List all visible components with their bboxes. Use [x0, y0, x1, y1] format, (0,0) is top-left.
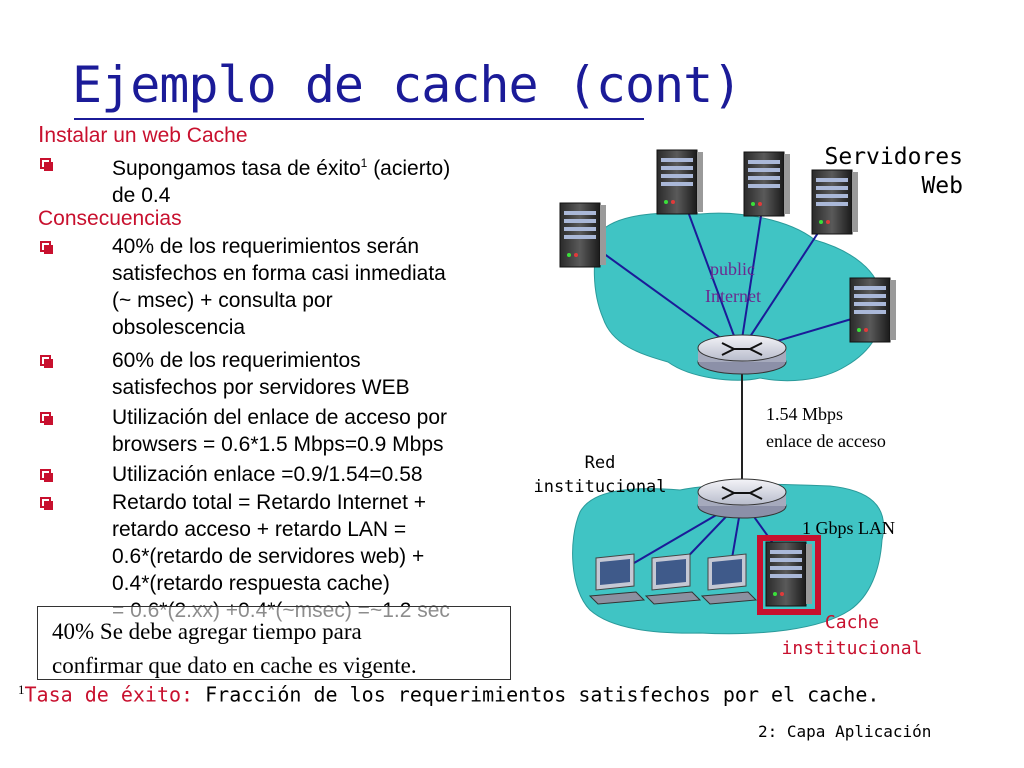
access-link-label-line2: enlace de acceso: [766, 431, 886, 451]
web-server-icon: [560, 203, 606, 267]
access-link-label-line1: 1.54 Mbps: [766, 404, 844, 424]
slide-title: Ejemplo de cache (cont): [72, 56, 742, 114]
web-server-icon: [657, 150, 703, 214]
servers-label-line2: Web: [921, 173, 963, 199]
cache-label-line2: institucional: [781, 638, 923, 659]
web-server-icon: [850, 278, 896, 342]
internet-label-line2: Internet: [705, 286, 761, 306]
institutional-label-line1: Red: [584, 453, 616, 473]
footnote: $^1$Tasa de éxito: Fracción de los requerimientos satisfechos por el cache.: [18, 682, 880, 707]
note-line: confirmar que dato en cache es vigente.: [52, 653, 417, 678]
lan-label: 1 Gbps LAN: [802, 518, 895, 538]
web-server-icon: [812, 170, 858, 234]
slide-footer: 2: Capa Aplicación: [758, 722, 932, 741]
web-server-icon: [744, 152, 790, 216]
cache-label-line1: Cache: [824, 612, 880, 633]
note-line: 40% Se debe agregar tiempo para: [52, 619, 362, 644]
cache-server-icon: [766, 542, 812, 606]
internet-router-icon: [698, 335, 786, 374]
internet-label-line1: public: [710, 259, 755, 279]
servers-label-line1: Servidores: [824, 144, 963, 170]
section-heading-consequences: Consecuencias: [38, 207, 182, 230]
institutional-label-line2: institucional: [533, 477, 667, 497]
section-heading-install: Instalar un web Cache: [38, 121, 248, 147]
institutional-router-icon: [698, 479, 786, 518]
